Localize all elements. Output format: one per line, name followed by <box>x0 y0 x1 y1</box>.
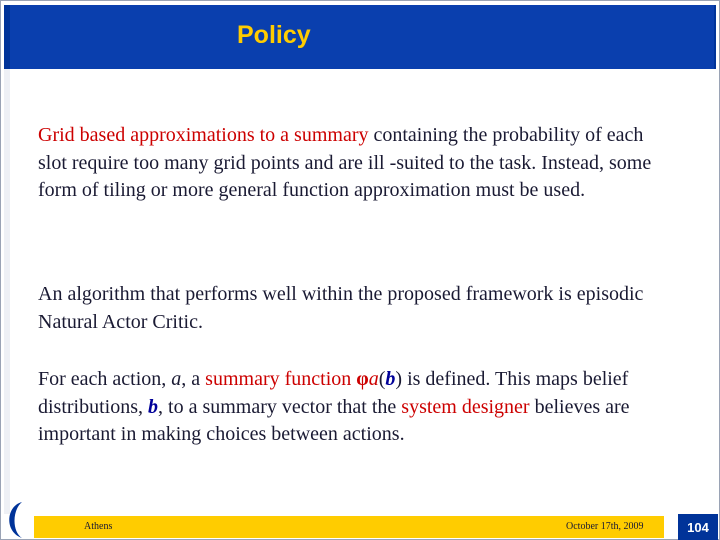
p3-text4: , to a summary vector that the <box>158 395 402 418</box>
p3-text3: is defined. This maps belief distributions, <box>38 368 629 418</box>
highlight-grid-approximations: Grid based approximations to a summary <box>38 124 369 146</box>
page-number: 104 <box>687 520 709 535</box>
belief-symbol: b <box>385 368 396 390</box>
title-bar-panel <box>10 5 714 69</box>
phi-subscript-a: a <box>368 368 379 390</box>
crescent-logo-icon <box>0 498 30 540</box>
paren-close: ) <box>395 368 403 390</box>
paragraph-summary-function <box>38 366 668 449</box>
footer-date: October 17th, 2009 <box>566 521 644 532</box>
paren-open: ( <box>378 368 386 390</box>
left-rail <box>4 69 10 514</box>
title-bar <box>4 5 716 69</box>
belief-symbol-2: b <box>148 395 159 418</box>
highlight-system-designer: system designer <box>401 395 530 418</box>
p3-text1: For each action, <box>38 368 172 390</box>
phi-symbol: φ <box>356 368 369 390</box>
highlight-summary-function: summary function <box>205 368 357 390</box>
paragraph-grid-approximations <box>38 122 668 205</box>
p3-text5: believes are important in making choices between actions. <box>38 395 630 445</box>
paragraph1-rest: containing the probability of each slot require too many grid points and are ill -suited to the task. Instead, some form of tiling or more general function approximation must be used. <box>38 124 652 201</box>
p3-text2: , a <box>181 368 206 390</box>
slide-title: Policy <box>237 21 311 49</box>
paragraph-natural-actor-critic: An algorithm that performs well within the proposed framework is episodic Natural Actor Critic. <box>38 283 644 333</box>
footer-location: Athens <box>84 521 113 532</box>
action-symbol: a <box>171 368 182 390</box>
